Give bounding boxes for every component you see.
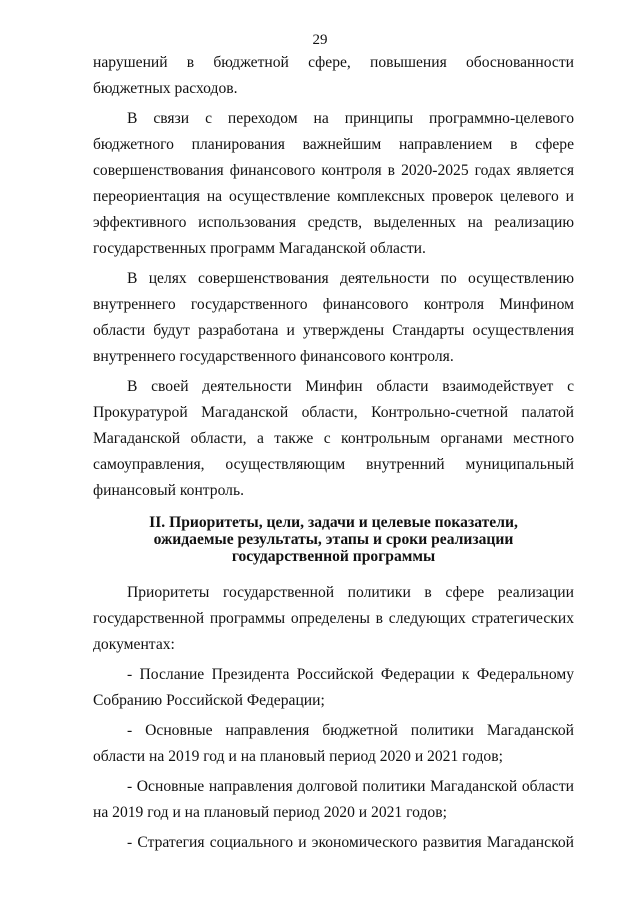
list-item: - Стратегия социального и экономического развития Магаданской (127, 834, 574, 851)
paragraph-internal-control-standards: В целях совершенствования деятельности по осуществлению внутреннего государственного финансового контроля Минфином области будут разработана и утверждены Стандарты осуществления внутреннего государственного финансового контроля. (93, 270, 574, 365)
text-block-bottom (93, 580, 574, 856)
paragraph-intro: нарушений в бюджетной сфере, повышения обоснованности бюджетных расходов. (93, 54, 574, 97)
section-heading (93, 514, 574, 565)
list-item: - Основные направления долговой политики Магаданской области на 2019 год и на плановый период 2020 и 2021 годов; (93, 778, 574, 821)
section-heading-line-2: ожидаемые результаты, этапы и сроки реализации (153, 531, 514, 548)
section-heading-line-3: государственной программы (231, 548, 436, 565)
list-item: - Основные направления бюджетной политики Магаданской области на 2019 год и на плановый период 2020 и 2021 годов; (93, 722, 574, 765)
paragraph-interaction: В своей деятельности Минфин области взаимодействует с Прокуратурой Магаданской области, Контрольно-счетной палатой Магаданской области, а также с контрольным органами местного самоуправления, осуществляющим внутренний муниципальный финансовый контроль. (93, 378, 574, 499)
paragraph-priorities: Приоритеты государственной политики в сфере реализации государственной программы определены в следующих стратегических документах: (93, 584, 574, 653)
list-item: - Послание Президента Российской Федерации к Федеральному Собранию Российской Федерации; (93, 666, 574, 709)
section-heading-line-1: II. Приоритеты, цели, задачи и целевые показатели, (149, 514, 518, 531)
page-number: 29 (312, 32, 328, 48)
paragraph-transition-financial-control: В связи с переходом на принципы программно-целевого бюджетного планирования важнейшим направлением в сфере совершенствования финансового контроля в 2020-2025 годах является переориентация на осуществление комплексных проверок целевого и эффективного использования средств, выделенных на реализацию государственных программ Магаданской области. (93, 110, 574, 257)
text-block-top (93, 50, 574, 504)
